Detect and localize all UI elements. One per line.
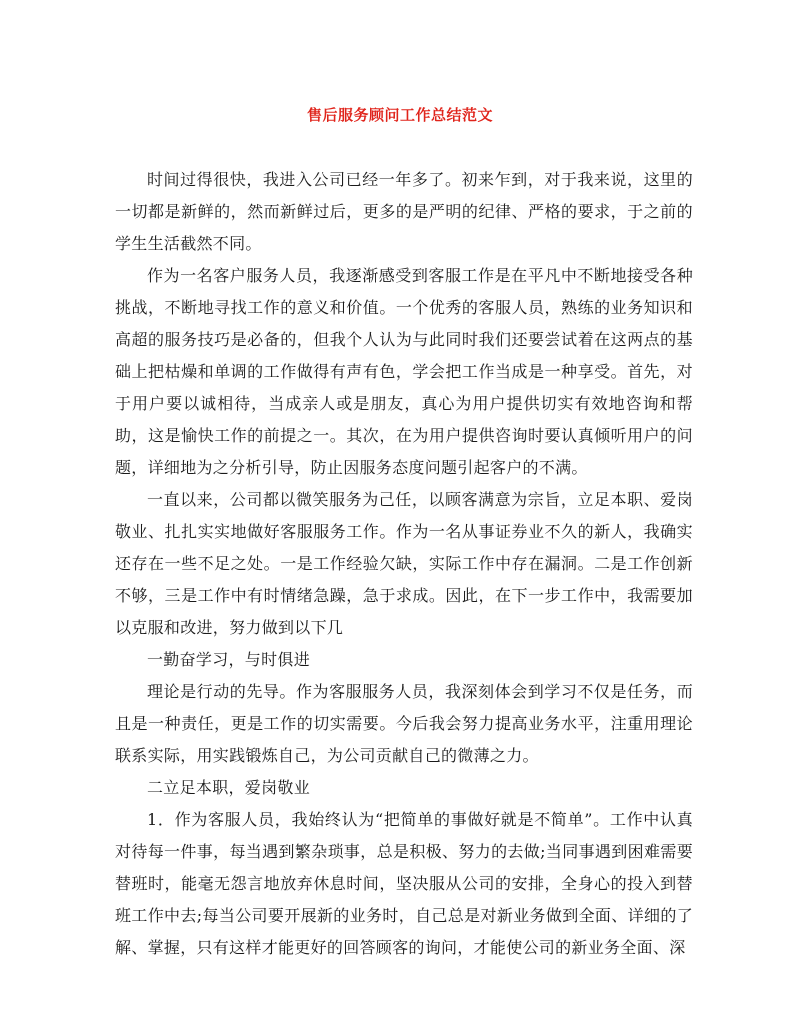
- section-heading-study: 一勤奋学习，与时俱进: [147, 650, 311, 669]
- paragraph-intro: 时间过得很快，我进入公司已经一年多了。初来乍到，对于我来说，这里的一切都是新鲜的，然而新鲜过后，更多的是严明的纪律、严格的要求，于之前的学生生活截然不同。: [115, 170, 693, 253]
- section-heading-dedication: 二立足本职，爱岗敬业: [147, 778, 311, 797]
- paragraph-customer-service: 作为一名客户服务人员，我逐渐感受到客服工作是在平凡中不断地接受各种挑战，不断地寻找工作的意义和价值。一个优秀的客服人员，熟练的业务知识和高超的服务技巧是必备的，但我个人认为与此同时我们还要尝试着在这两点的基础上把枯燥和单调的工作做得有声有色，学会把工作当成是一种享受。首先，对于用户要以诚相待，当成亲人或是朋友，真心为用户提供切实有效地咨询和帮助，这是愉快工作的前提之一。其次，在为用户提供咨询时要认真倾听用户的问题，详细地为之分析引导，防止因服务态度问题引起客户的不满。: [115, 266, 693, 477]
- paragraph-item-1: 1．作为客服人员，我始终认为“把简单的事做好就是不简单”。工作中认真对待每一件事，每当遇到繁杂琐事，总是积极、努力的去做;当同事遇到困难需要替班时，能毫无怨言地放弃休息时间，坚决服从公司的安排，全身心的投入到替班工作中去;每当公司要开展新的业务时，自己总是对新业务做到全面、详细的了解、掌握，只有这样才能更好的回答顾客的询问，才能使公司的新业务全面、深: [115, 810, 693, 957]
- document-body: [115, 164, 693, 964]
- paragraph-smile-service: 一直以来，公司都以微笑服务为己任，以顾客满意为宗旨，立足本职、爱岗敬业、扎扎实实地做好客服服务工作。作为一名从事证券业不久的新人，我确实还存在一些不足之处。一是工作经验欠缺，实际工作中存在漏洞。二是工作创新不够，三是工作中有时情绪急躁，急于求成。因此，在下一步工作中，我需要加以克服和改进，努力做到以下几: [115, 490, 693, 637]
- paragraph-theory: 理论是行动的先导。作为客服服务人员，我深刻体会到学习不仅是任务，而且是一种责任，更是工作的切实需要。今后我会努力提高业务水平，注重用理论联系实际，用实践锻炼自己，为公司贡献自己的微薄之力。: [115, 682, 693, 765]
- document-title: 售后服务顾问工作总结范文: [306, 106, 493, 124]
